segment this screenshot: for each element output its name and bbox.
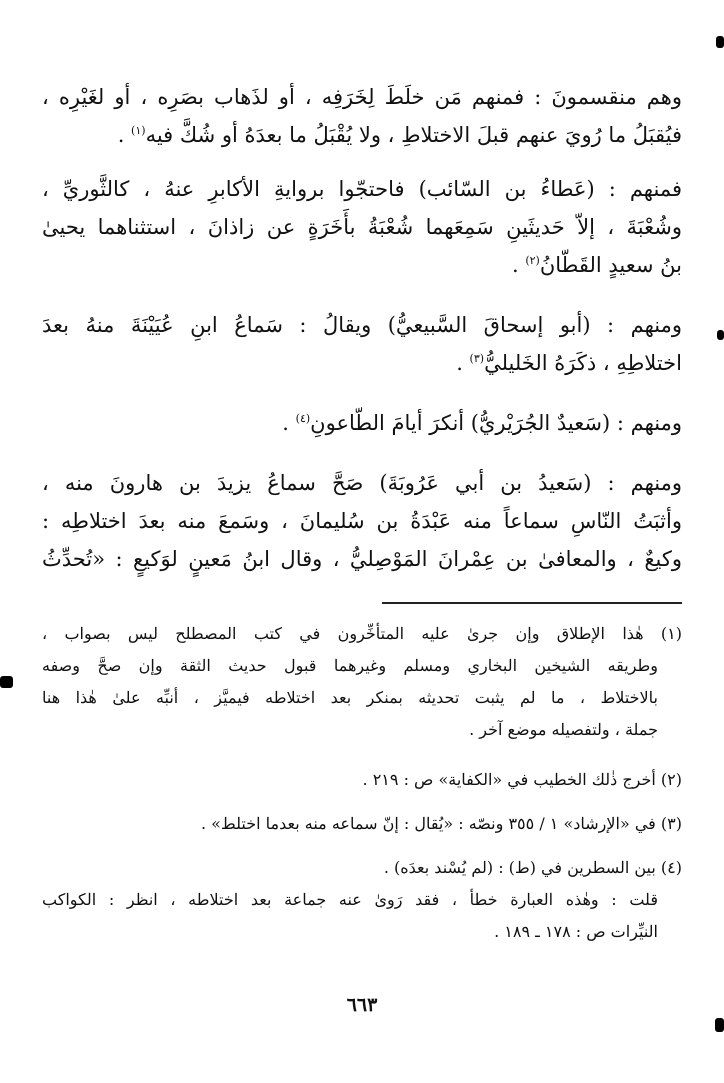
scan-edge-mark	[0, 676, 13, 688]
footnote-separator	[382, 602, 682, 604]
body-paragraph-4	[42, 404, 682, 442]
body-line-last	[42, 116, 682, 154]
body-line: ومنهم : (أبو إسحاقَ السَّبيعيُّ) ويقالُ : سَماعُ ابنِ عُيَيْنَةَ منهُ بعدَ	[42, 313, 682, 337]
footnote-marker-4: (٤)	[295, 412, 311, 425]
body-line: وكيعٌ ، والمعافىٰ بن عِمْرانَ المَوْصِليُّ ، وقال ابنُ مَعينٍ لوَكيعٍ : «تُحدِّثُ	[42, 547, 682, 571]
footnote-4	[42, 852, 682, 948]
body-line-text: اختلاطِهِ ، ذكَرَهُ الخَليليُّ	[484, 351, 682, 375]
footnote-line: (٤) بين السطرين في (ط) : (لم يُسْند بعدَه) .	[383, 858, 682, 877]
body-line: وشُعْبَةَ ، إلاّ حَديثَينِ سَمِعَهما شُعْبَةُ بأَخَرَةٍ عن زاذانَ ، استثناهما يحيىٰ	[42, 215, 682, 239]
body-paragraph-1	[42, 78, 682, 154]
footnote-line: قلت : وهٰذه العبارة خطأ ، فقد رَوىٰ عنه جماعة بعد اختلاطه ، انظر : الكواكب	[42, 890, 659, 909]
body-line-text: فيُقبَلُ ما رُويَ عنهم قبلَ الاختلاطِ ، ولا يُقْبَلُ ما بعدَهُ أو شُكَّ فيه	[145, 123, 682, 147]
body-paragraph-5	[42, 464, 682, 578]
footnote-marker-3: (٣)	[469, 352, 485, 365]
footnote-1	[42, 618, 682, 746]
body-line: وأثبَتُ النّاسِ سماعاً منه عَبْدَةُ بن سُليمانَ ، وسَمعَ منه بعدَ اختلاطِه :	[42, 509, 682, 533]
body-line-text: ومنهم : (سَعيدٌ الجُرَيْريُّ) أنكرَ أيامَ الطّاعونِ	[310, 411, 682, 435]
body-line: ومنهم : (سَعيدُ بن أبي عَرُوبَةَ) صَحَّ سماعُ يزيدَ بن هارونَ منه ،	[42, 471, 682, 495]
line-trail: .	[511, 253, 526, 277]
body-line-last	[42, 344, 682, 382]
line-trail: .	[117, 123, 132, 147]
body-line: فمنهم : (عَطاءُ بن السّائب) فاحتجّوا بروايةِ الأكابرِ عنهُ ، كالثَّوريِّ ،	[42, 177, 682, 201]
body-line-last	[42, 404, 682, 442]
footnote-line: وطريقه الشيخين البخاري ومسلم وغيرهما قبول حديث الثقة وإن صحَّ وصفه	[42, 656, 658, 675]
page-number: ٦٦٣	[346, 994, 378, 1016]
footnote-line: (٢) أخرج ذٰلك الخطيب في «الكفاية» ص : ٢١٩ .	[362, 770, 682, 789]
scan-edge-mark	[716, 36, 724, 48]
footnote-line: (١) هٰذا الإطلاق وإن جرىٰ عليه المتأخِّرون في كتب المصطلح ليس بصواب ،	[42, 624, 682, 643]
body-line: وهم منقسمونَ : فمنهم مَن خلَطَ لِخَرَفِه ، أو لذَهاب بصَرِه ، أو لغَيْرِه ،	[42, 85, 682, 109]
line-trail: .	[282, 411, 296, 435]
footnote-marker-2: (٢)	[525, 254, 540, 267]
body-paragraph-3	[42, 306, 682, 382]
footnote-2	[42, 764, 682, 796]
body-paragraph-2	[42, 170, 682, 284]
footnote-line: جملة ، ولتفصيله موضع آخر .	[469, 720, 658, 739]
footnote-line: النيِّرات ص : ١٧٨ ـ ١٨٩ .	[494, 922, 658, 941]
scan-edge-mark	[715, 1018, 724, 1032]
body-line-last	[42, 246, 682, 284]
line-trail: .	[456, 351, 470, 375]
scan-edge-mark	[717, 330, 724, 340]
footnote-3	[42, 808, 682, 840]
footnote-line: (٣) في «الإرشاد» ١ / ٣٥٥ ونصّه : «يُقال : إنّ سماعه منه بعدما اختلط» .	[200, 814, 682, 833]
body-line-text: بنُ سعيدٍ القَطّانُ	[539, 253, 682, 277]
footnote-line: بالاختلاط ، ما لم يثبت تحديثه بمنكر بعد اختلاطه فيميَّز ، أنبِّه علىٰ هٰذا هنا	[42, 688, 658, 707]
footnote-marker-1: (١)	[131, 124, 146, 137]
